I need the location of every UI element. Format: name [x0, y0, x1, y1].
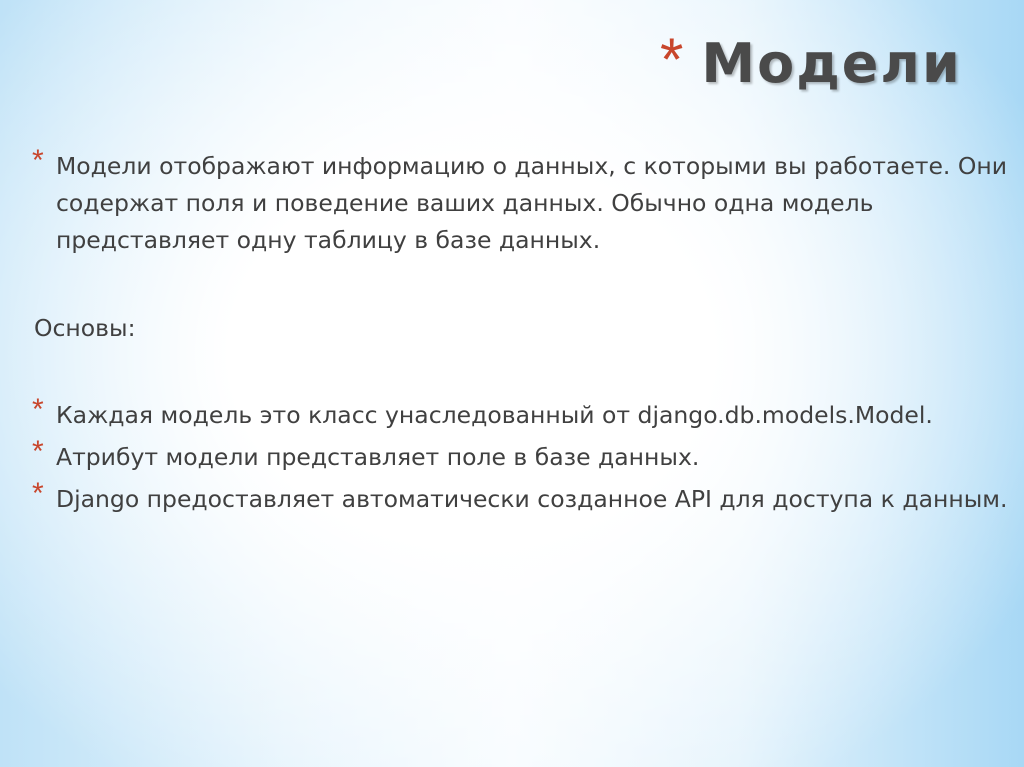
spacer [30, 264, 1015, 310]
bullet-asterisk-icon: * [32, 393, 44, 426]
list-item-text: Django предоставляет автоматически созданное API для доступа к данным. [56, 485, 1008, 513]
slide-content [30, 144, 1015, 523]
bullet-asterisk-icon: * [32, 435, 44, 468]
list-item-text: Атрибут модели представляет поле в базе данных. [56, 443, 700, 471]
bullet-asterisk-icon: * [32, 477, 44, 510]
intro-paragraph [30, 144, 1015, 259]
list-item-text: Каждая модель это класс унаследованный от django.db.models.Model. [56, 401, 933, 429]
section-label: Основы: [34, 314, 136, 342]
title-row [660, 26, 962, 102]
list-item [30, 435, 1015, 476]
slide-title: Модели [701, 32, 962, 95]
list-item [30, 477, 1015, 518]
bullet-asterisk-icon: * [32, 144, 44, 177]
intro-text: Модели отображают информацию о данных, с которыми вы работаете. Они содержат поля и поведение ваших данных. Обычно одна модель представляет одну таблицу в базе данных. [56, 152, 1007, 254]
list-item [30, 393, 1015, 434]
title-asterisk-icon: * [660, 26, 684, 93]
